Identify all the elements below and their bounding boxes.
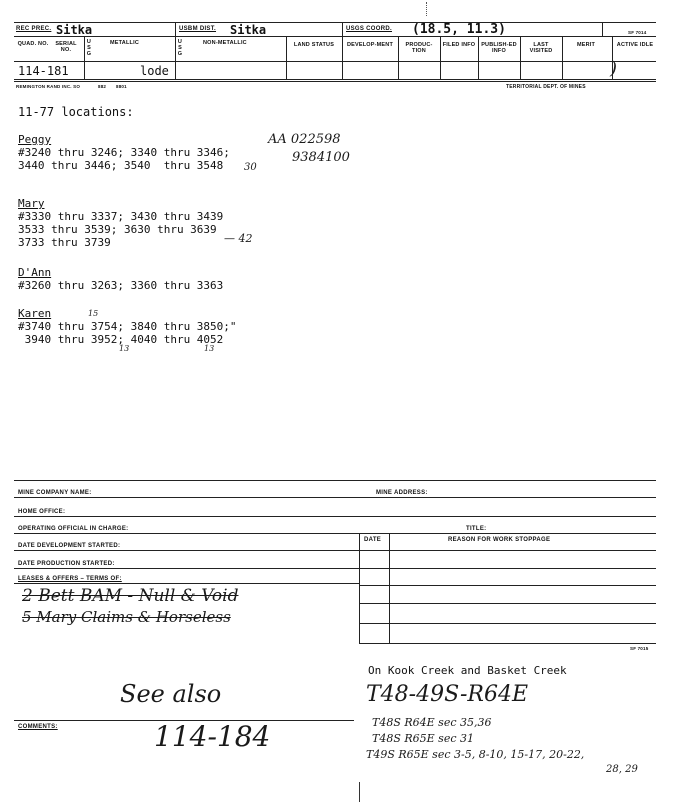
handwritten-leases-1: 2 Bett BAM - Null & Void — [22, 586, 239, 606]
reason-column-label: REASON FOR WORK STOPPAGE — [448, 537, 551, 543]
handwritten-township-3b: 28, 29 — [606, 764, 638, 775]
title-label: TITLE: — [466, 526, 487, 532]
handwritten-aa-number: AA 022598 — [268, 132, 341, 147]
col-active-idle: ACTIVE IDLE — [616, 42, 654, 48]
metallic-value: lode — [140, 64, 169, 78]
col-land-status: LAND STATUS — [293, 42, 335, 48]
scan-speck — [359, 782, 360, 802]
date-development-label: DATE DEVELOPMENT STARTED: — [18, 543, 121, 549]
col-production: PRODUC-TION — [405, 42, 433, 54]
col-quad-no: QUAD. NO. — [17, 41, 49, 47]
date-production-label: DATE PRODUCTION STARTED: — [18, 561, 115, 567]
handwritten-mary-note: — 42 — [224, 232, 253, 245]
handwritten-karen-top: 15 — [88, 309, 99, 318]
group-name: Karen — [18, 307, 52, 320]
handwritten-township-3: T49S R65E sec 3-5, 8-10, 15-17, 20-22, — [366, 748, 585, 761]
form-code: SF 7014 — [628, 30, 647, 35]
handwritten-see-also: See also — [120, 680, 222, 708]
group-line: #3260 thru 3263; 3360 thru 3363 — [18, 279, 224, 292]
group-line: 3940 thru 3952; 4040 thru 4052 — [18, 333, 224, 346]
handwritten-township-main: T48-49S-R64E — [366, 682, 529, 707]
handwritten-township-2: T48S R65E sec 31 — [372, 732, 474, 745]
handwritten-leases-2: 5 Mary Claims & Horseless — [22, 608, 231, 626]
department-label: TERRITORIAL DEPT. OF MINES — [506, 84, 586, 90]
handwritten-township-1: T48S R64E sec 35,36 — [372, 716, 492, 729]
group-line: #3240 thru 3246; 3340 thru 3346; — [18, 146, 230, 159]
printer-code-2: 8801 — [116, 84, 127, 89]
handwritten-karen-low1: 13 — [119, 344, 130, 353]
printer-line: REMINGTON RAND INC. SO — [16, 84, 81, 89]
printer-code-1: 882 — [98, 84, 107, 89]
quad-serial-value: 114-181 — [18, 64, 69, 78]
col-published-info: PUBLISH-ED INFO — [481, 42, 517, 54]
leases-label: LEASES & OFFERS – TERMS OF: — [18, 576, 122, 582]
active-idle-mark: ) — [610, 58, 618, 79]
col-filed-info: FILED INFO — [442, 42, 476, 48]
group-line: 3440 thru 3446; 3540 thru 3548 — [18, 159, 224, 172]
home-office-label: HOME OFFICE: — [18, 509, 66, 515]
form-code-2: SF 7015 — [630, 646, 649, 651]
handwritten-see-also-number: 114-184 — [154, 720, 271, 753]
col-development: DEVELOP-MENT — [346, 42, 394, 48]
group-name: D'Ann — [18, 266, 52, 279]
rec-prec-label: REC PREC. — [16, 26, 52, 32]
group-line: #3740 thru 3754; 3840 thru 3850;" — [18, 320, 237, 333]
group-line: 3533 thru 3539; 3630 thru 3639 — [18, 223, 217, 236]
group-name: Peggy — [18, 133, 52, 146]
date-column-label: DATE — [364, 537, 382, 543]
handwritten-karen-low2: 13 — [204, 344, 215, 353]
col-non-metallic: NON-METALLIC — [203, 40, 247, 46]
usgs-coord-value: (18.5, 11.3) — [412, 22, 506, 37]
mine-address-label: MINE ADDRESS: — [376, 490, 428, 496]
col-usg-2: U S G — [177, 39, 183, 57]
comments-label: COMMENTS: — [18, 724, 58, 730]
scan-speck — [426, 2, 428, 16]
mine-company-label: MINE COMPANY NAME: — [18, 490, 92, 496]
rec-prec-value: Sitka — [56, 23, 93, 37]
col-merit: MERIT — [576, 42, 596, 48]
usbm-dist-value: Sitka — [230, 23, 267, 37]
locations-intro: 11-77 locations: — [18, 105, 134, 119]
usgs-coord-label: USGS COORD. — [346, 26, 392, 32]
usbm-dist-label: USBM DIST. — [179, 26, 217, 32]
handwritten-peggy-note: 30 — [244, 162, 257, 173]
col-last-visited: LAST VISITED — [529, 42, 553, 54]
location-note: On Kook Creek and Basket Creek — [368, 664, 567, 677]
handwritten-sub-number: 9384100 — [292, 150, 350, 165]
col-usg-1: U S G — [86, 39, 92, 57]
operating-official-label: OPERATING OFFICIAL IN CHARGE: — [18, 526, 129, 532]
col-serial-no: SERIAL NO. — [55, 41, 77, 53]
group-name: Mary — [18, 197, 45, 210]
group-line: #3330 thru 3337; 3430 thru 3439 — [18, 210, 224, 223]
group-line: 3733 thru 3739 — [18, 236, 111, 249]
col-metallic: METALLIC — [110, 40, 139, 46]
